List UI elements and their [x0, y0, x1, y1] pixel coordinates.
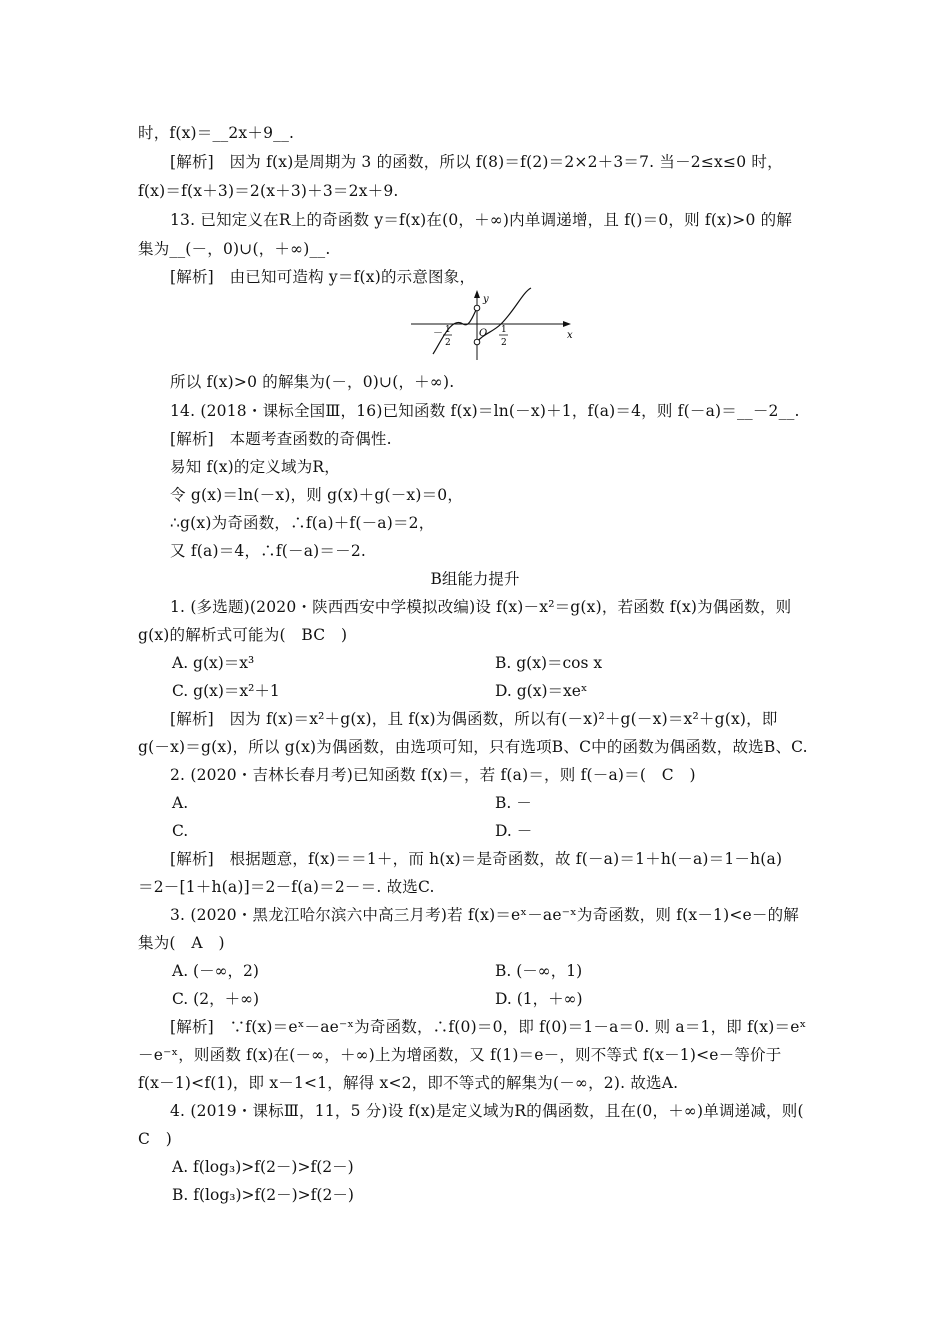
- text-line: 易知 f(x)的定义域为R，: [170, 458, 340, 476]
- section-heading: B组能力提升: [430, 570, 520, 588]
- text-line: [解析] 因为 f(x)＝x²＋g(x)，且 f(x)为偶函数，所以有(－x)²＋g(－x)＝x²＋g(x)，即: [170, 710, 778, 728]
- text-line: g(x)的解析式可能为( BC ): [138, 626, 348, 644]
- text-line: 集为__(－，0)∪(，＋∞)__.: [138, 240, 331, 258]
- question-b4: 4. (2019・课标Ⅲ，11，5 分)设 f(x)是定义域为R的偶函数，且在(0，＋∞)单调递减，则(: [170, 1102, 804, 1120]
- option-d: D. g(x)＝xeˣ: [495, 682, 588, 700]
- text-line: [解析] 由已知可造构 y＝f(x)的示意图象，: [170, 268, 476, 286]
- text-line: －e⁻ˣ，则函数 f(x)在(－∞，＋∞)上为增函数，又 f(1)＝e－，则不等式 f(x－1)<e－等价于: [138, 1046, 782, 1064]
- text-line: ∴g(x)为奇函数，∴f(a)＋f(－a)＝2，: [170, 514, 435, 532]
- x-axis-label: x: [567, 330, 573, 341]
- option-c: C.: [172, 822, 189, 840]
- option-b: B. (－∞，1): [495, 962, 583, 980]
- text-line: [解析] 本题考查函数的奇偶性.: [170, 430, 392, 448]
- text-line: 集为( A ): [138, 934, 225, 952]
- pos-half-numerator: 1: [501, 325, 507, 335]
- text-line: f(x－1)<f(1)，即 x－1<1，解得 x<2，即不等式的解集为(－∞，2). 故选A.: [138, 1074, 679, 1092]
- question-b1: 1. (多选题)(2020・陕西西安中学模拟改编)设 f(x)－x²＝g(x)，若函数 f(x)为偶函数，则: [170, 598, 792, 616]
- option-b: B. g(x)＝cos x: [495, 654, 603, 672]
- option-b: B. －: [495, 794, 532, 812]
- option-d: D. －: [495, 822, 533, 840]
- question-13: 13. 已知定义在R上的奇函数 y＝f(x)在(0，＋∞)内单调递增，且 f()＝0，则 f(x)>0 的解: [170, 211, 793, 229]
- origin-label: O: [479, 328, 488, 339]
- function-sketch-figure: [405, 286, 585, 366]
- pos-half-denominator: 2: [501, 338, 507, 348]
- option-a: A.: [172, 794, 189, 812]
- option-c: C. (2，＋∞): [172, 990, 260, 1008]
- text-line: 时，f(x)＝__2x＋9__.: [138, 124, 295, 142]
- option-a: A. f(log₃)>f(2－)>f(2－): [172, 1158, 354, 1176]
- option-b: B. f(log₃)>f(2－)>f(2－): [172, 1186, 354, 1204]
- text-line: [解析] ∵f(x)＝eˣ－ae⁻ˣ为奇函数，∴f(0)＝0，即 f(0)＝1－a＝0. 则 a＝1，即 f(x)＝eˣ: [170, 1018, 807, 1036]
- text-line: 又 f(a)＝4，∴f(－a)＝－2.: [170, 542, 367, 560]
- neg-half-numerator: 1: [445, 325, 451, 335]
- neg-sign: －: [433, 328, 443, 339]
- text-line: f(x)＝f(x＋3)＝2(x＋3)＋3＝2x＋9.: [138, 182, 399, 200]
- neg-half-denominator: 2: [445, 338, 451, 348]
- text-line: ＝2－[1＋h(a)]＝2－f(a)＝2－＝. 故选C.: [138, 878, 435, 896]
- text-line: 令 g(x)＝ln(－x)，则 g(x)＋g(－x)＝0，: [170, 486, 464, 504]
- option-a: A. (－∞，2): [172, 962, 259, 980]
- text-line: [解析] 因为 f(x)是周期为 3 的函数，所以 f(8)＝f(2)＝2×2＋3＝7. 当－2≤x≤0 时，: [170, 153, 783, 171]
- y-axis-label: y: [483, 294, 489, 305]
- text-line: g(－x)＝g(x)，所以 g(x)为偶函数，由选项可知，只有选项B、C中的函数为偶函数，故选B、C.: [138, 738, 808, 756]
- question-14: 14. (2018・课标全国Ⅲ，16)已知函数 f(x)＝ln(－x)＋1，f(a)＝4，则 f(－a)＝__－2__.: [170, 402, 800, 420]
- option-c: C. g(x)＝x²＋1: [172, 682, 280, 700]
- option-a: A. g(x)＝x³: [172, 654, 255, 672]
- text-line: [解析] 根据题意，f(x)＝＝1＋，而 h(x)＝是奇函数，故 f(－a)＝1＋h(－a)＝1－h(a): [170, 850, 783, 868]
- option-d: D. (1，＋∞): [495, 990, 583, 1008]
- text-line: C ): [138, 1130, 173, 1148]
- question-b3: 3. (2020・黑龙江哈尔滨六中高三月考)若 f(x)＝eˣ－ae⁻ˣ为奇函数，则 f(x－1)<e－的解: [170, 906, 799, 924]
- text-line: 所以 f(x)>0 的解集为(－，0)∪(，＋∞).: [170, 373, 455, 391]
- question-b2: 2. (2020・吉林长春月考)已知函数 f(x)＝，若 f(a)＝，则 f(－a)＝( C ): [170, 766, 696, 784]
